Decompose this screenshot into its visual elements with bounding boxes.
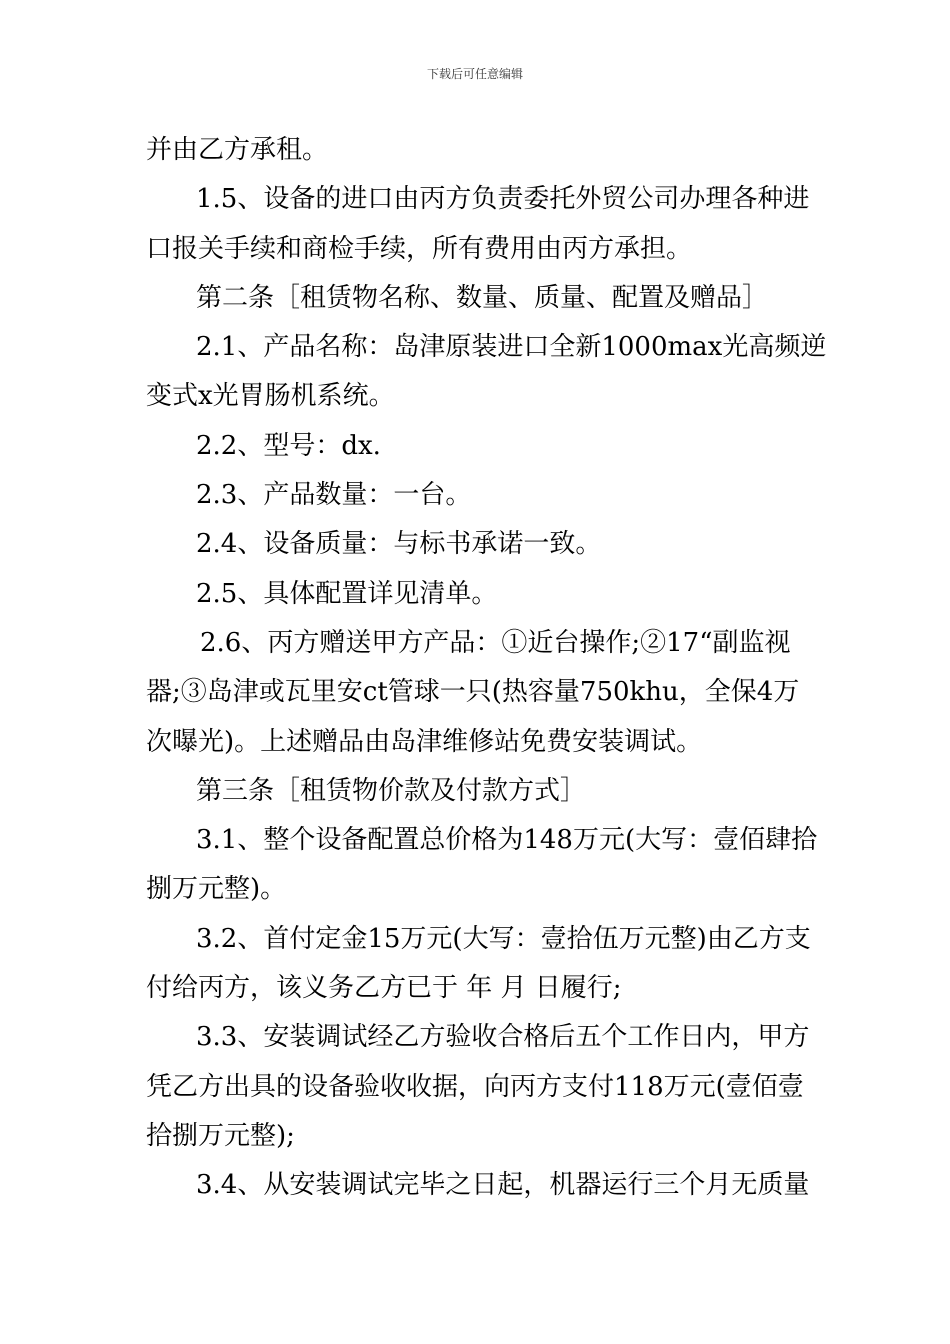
text-line: 器;③岛津或瓦里安ct管球一只(热容量750khu，全保4万 <box>146 677 800 708</box>
text-line: 凭乙方出具的设备验收收据，向丙方支付118万元(壹佰壹 <box>146 1071 804 1102</box>
document-body <box>146 126 827 1211</box>
clause-3-4: 3.4、从安装调试完毕之日起，机器运行三个月无质量 <box>196 1170 810 1201</box>
text-line: 变式x光胃肠机系统。 <box>146 381 395 412</box>
text-line: 付给丙方，该义务乙方已于 年 月 日履行; <box>146 973 622 1004</box>
article-2-heading: 第二条［租赁物名称、数量、质量、配置及赠品］ <box>196 282 769 313</box>
clause-2-4: 2.4、设备质量：与标书承诺一致。 <box>196 529 602 560</box>
clause-2-1: 2.1、产品名称：岛津原装进口全新1000max光高频逆 <box>196 332 827 363</box>
text-line: 口报关手续和商检手续，所有费用由丙方承担。 <box>146 233 693 264</box>
text-line: 捌万元整)。 <box>146 874 287 905</box>
clause-2-2: 2.2、型号：dx. <box>196 430 381 461</box>
clause-2-5: 2.5、具体配置详见清单。 <box>196 578 498 609</box>
text-line: 次曝光)。上述赠品由岛津维修站免费安装调试。 <box>146 726 703 757</box>
text-line: 并由乙方承租。 <box>146 135 329 165</box>
page-header-note: 下载后可任意编辑 <box>426 67 523 81</box>
clause-3-1: 3.1、整个设备配置总价格为148万元(大写：壹佰肆拾 <box>196 825 818 856</box>
clause-3-2: 3.2、首付定金15万元(大写：壹拾伍万元整)由乙方支 <box>196 923 811 954</box>
clause-3-3: 3.3、安装调试经乙方验收合格后五个工作日内，甲方 <box>196 1022 810 1053</box>
article-3-heading: 第三条［租赁物价款及付款方式］ <box>196 775 587 806</box>
clause-2-6: 2.6、丙方赠送甲方产品：①近台操作;②17“副监视 <box>200 627 791 658</box>
clause-1-5: 1.5、设备的进口由丙方负责委托外贸公司办理各种进 <box>196 184 810 215</box>
clause-2-3: 2.3、产品数量：一台。 <box>196 480 472 511</box>
text-line: 拾捌万元整); <box>146 1120 295 1151</box>
